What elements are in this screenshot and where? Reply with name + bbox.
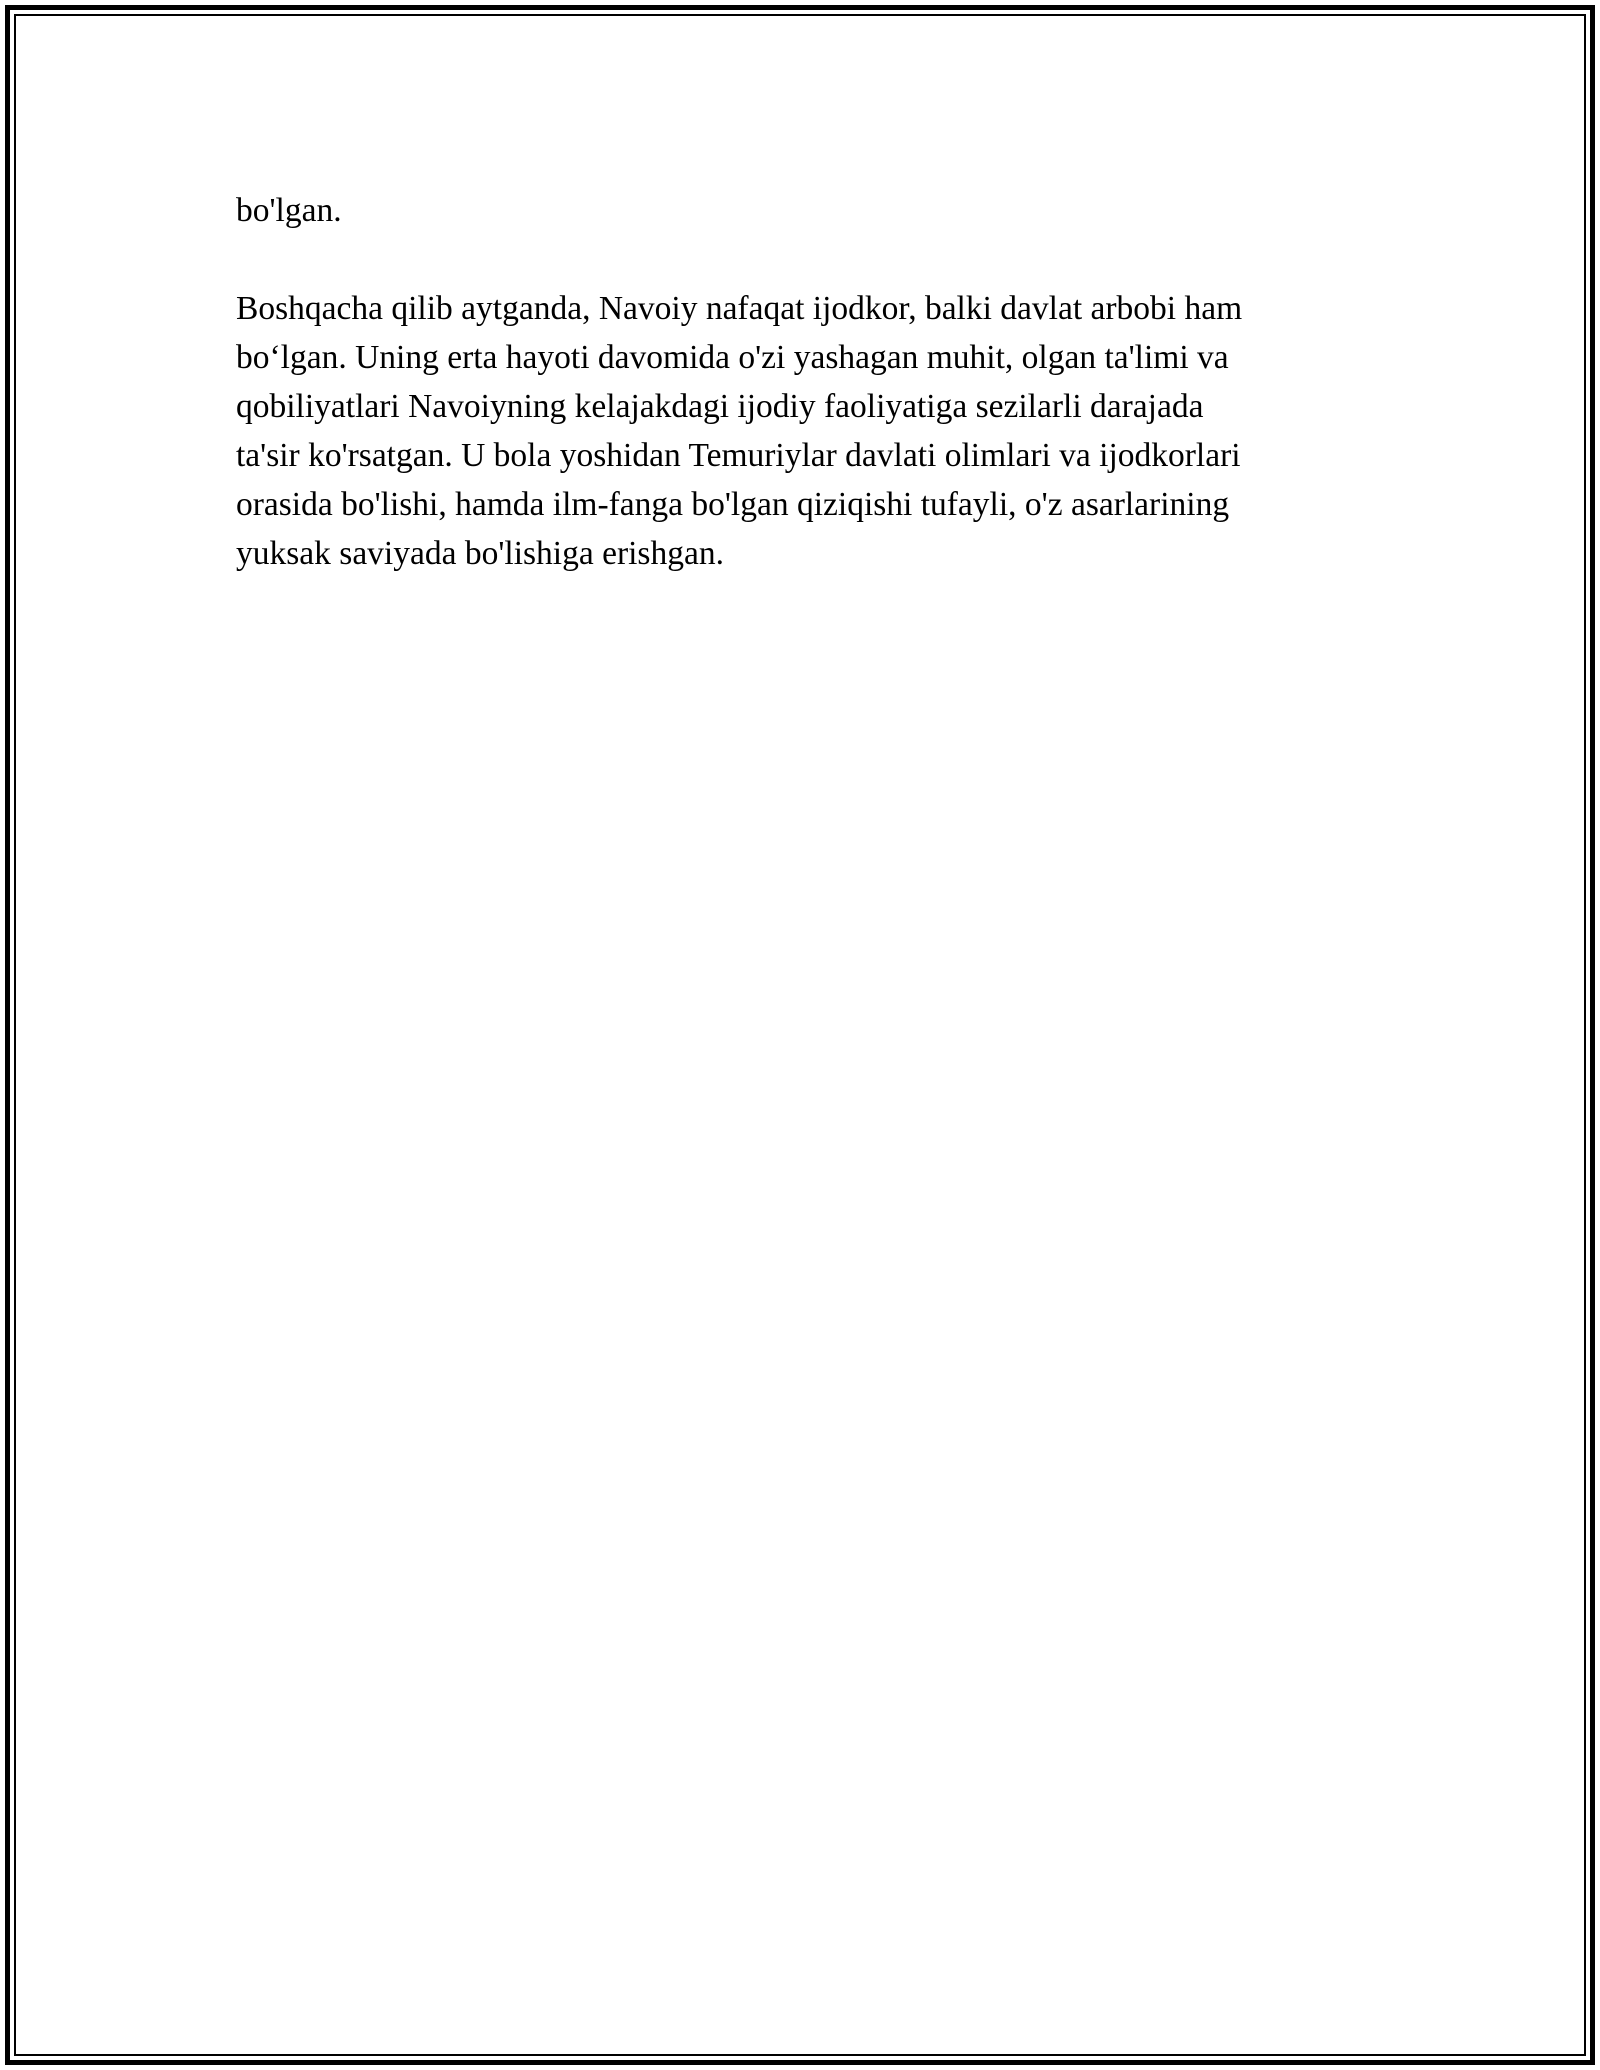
document-body <box>236 186 1376 578</box>
paragraph-spacer <box>236 235 1376 284</box>
paragraph-continuation: bo'lgan. <box>236 192 342 229</box>
paragraph-main: Boshqacha qilib aytganda, Navoiy nafaqat ijodkor, balki davlat arbobi ham bo‘lgan. Uning erta hayoti davomida o'zi yashagan muhit, olgan ta'limi va qobiliyatlari Navoiyning kelajakdagi ijodiy faoliyatiga sezilarli darajada ta'sir ko'rsatgan. U bola yoshidan Temuriylar davlati olimlari va ijodkorlari orasida bo'lishi, hamda ilm-fanga bo'lgan qiziqishi tufayli, o'z asarlarining yuksak saviyada bo'lishiga erishgan. <box>236 290 1243 572</box>
